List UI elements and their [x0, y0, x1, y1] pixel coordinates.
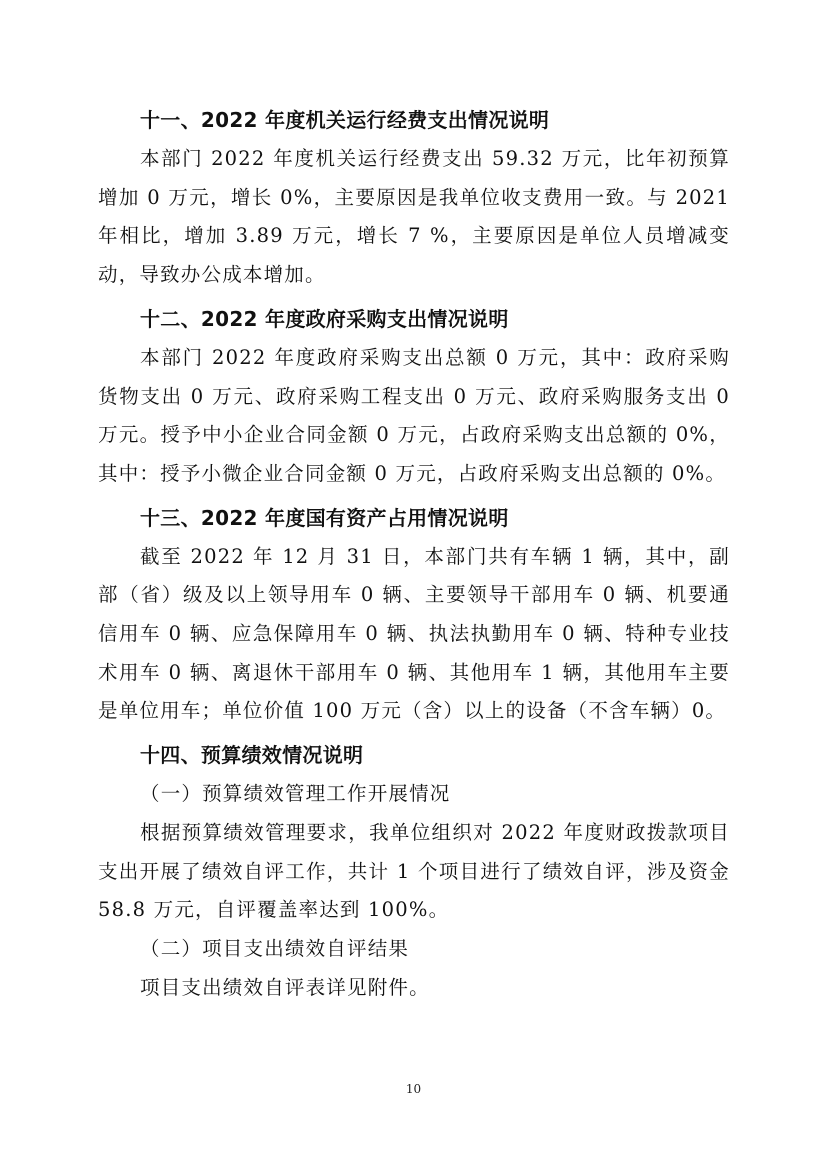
page-number: 10 [405, 1082, 422, 1096]
section-14-subheading-2: （二）项目支出绩效自评结果 [140, 936, 410, 960]
section-heading-14: 十四、预算绩效情况说明 [140, 743, 364, 768]
document-body [98, 100, 730, 1007]
section-13-paragraph: 截至 2022 年 12 月 31 日，本部门共有车辆 1 辆，其中，副部（省）级及以上领导用车 0 辆、主要领导干部用车 0 辆、机要通信用车 0 辆、应急保障用车 0 辆、执法执勤用车 0 辆、特种专业技术用车 0 辆、离退休干部用车 0 辆、其他用车 1 辆，其他用车主要是单位用车；单位价值 100 万元（含）以上的设备（不含车辆）0。 [98, 544, 730, 723]
section-heading-12: 十二、2022 年度政府采购支出情况说明 [140, 306, 509, 331]
section-heading-13: 十三、2022 年度国有资产占用情况说明 [140, 505, 509, 530]
section-14-subheading-1: （一）预算绩效管理工作开展情况 [140, 782, 451, 806]
section-11-paragraph: 本部门 2022 年度机关运行经费支出 59.32 万元，比年初预算增加 0 万元，增长 0%，主要原因是我单位收支费用一致。与 2021 年相比，增加 3.89 万元，增长 7 %，主要原因是单位人员增减变动，导致办公成本增加。 [98, 147, 730, 287]
section-heading-11: 十一、2022 年度机关运行经费支出情况说明 [140, 108, 550, 132]
section-12-paragraph: 本部门 2022 年度政府采购支出总额 0 万元，其中：政府采购货物支出 0 万元、政府采购工程支出 0 万元、政府采购服务支出 0 万元。授予中小企业合同金额 0 万元，占政府采购支出总额的 0%，其中：授予小微企业合同金额 0 万元，占政府采购支出总额的 0%。 [98, 345, 730, 485]
section-14-paragraph-2: 项目支出绩效自评表详见附件。 [140, 975, 430, 999]
section-14-paragraph-1: 根据预算绩效管理要求，我单位组织对 2022 年度财政拨款项目支出开展了绩效自评工作，共计 1 个项目进行了绩效自评，涉及资金 58.8 万元，自评覆盖率达到 100%。 [98, 820, 730, 922]
